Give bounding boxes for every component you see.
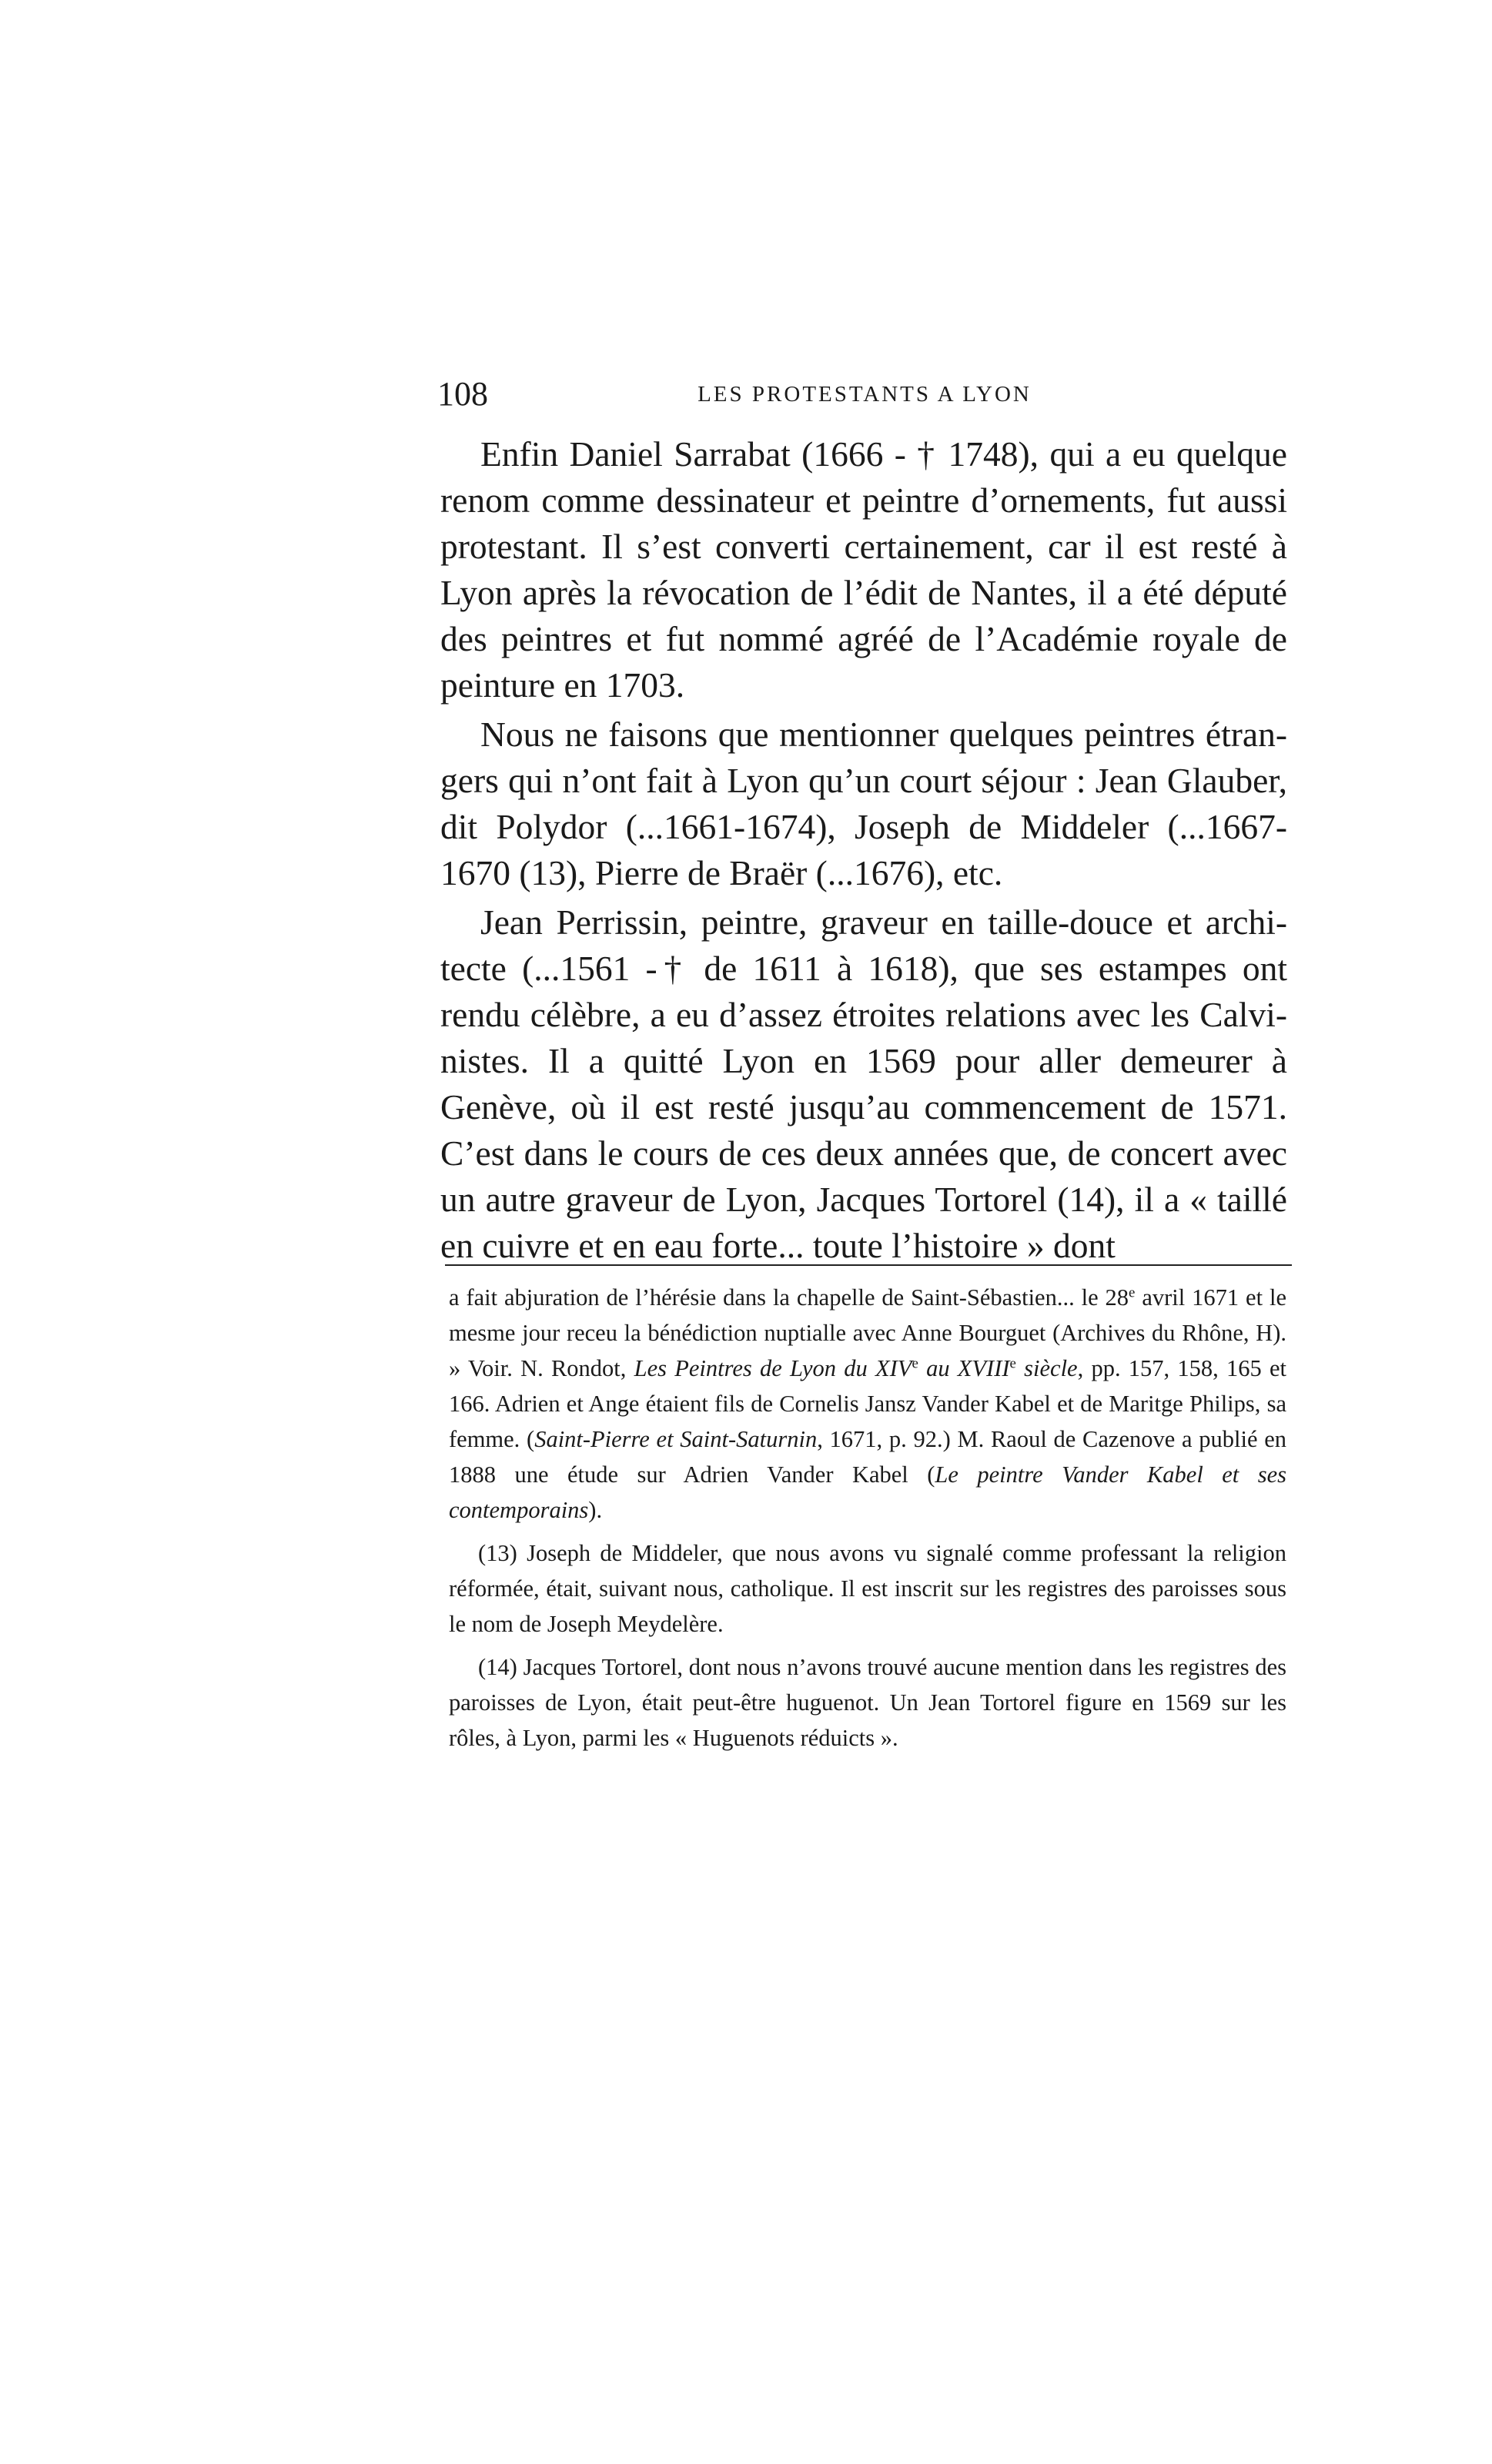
fn-study-title: Le peintre Vander Kabel et ses contemporains [449, 1461, 1286, 1523]
fn-superscript: e [912, 1355, 918, 1372]
footnote-continuation [449, 1280, 1286, 1528]
page-number: 108 [437, 375, 488, 413]
page-header [437, 371, 1292, 417]
fn-superscript: e [1129, 1284, 1136, 1301]
fn-book-title: Les Peintres de Lyon du XIV [634, 1355, 912, 1381]
fn-text: ). [588, 1497, 603, 1523]
paragraph-perrissin: Jean Perrissin, peintre, graveur en taille-douce et architecte (...1561 -† de 1611 à 1618), que ses estampes ont rendu célèbre, a eu d’assez étroites relations avec les Calvinistes. Il a quitté Lyon en 1569 pour aller demeurer à Genève, où il est resté jusqu’au commencement de 1571. C’est dans le cours de ces deux années que, de concert avec un autre graveur de Lyon, Jacques Tortorel (14), il a « taillé en cuivre et en eau forte... toute l’histoire » dont [440, 902, 1287, 1265]
footnote-13: (13) Joseph de Middeler, que nous avons vu signalé comme professant la religion réformée, était, suivant nous, catholique. Il est inscrit sur les registres des paroisses sous le nom de Joseph Meydelère. [449, 1540, 1286, 1637]
fn-book-title: siècle [1015, 1355, 1078, 1381]
fn-text: , pp. 157, 158, 165 et 166. Adrien et Ange étaient fils de Cornelis Jansz Vander Kabel et de Maritge Philips, sa femme. ( [449, 1355, 1286, 1452]
footnote-divider [445, 1264, 1292, 1266]
paragraph-sarrabat: Enfin Daniel Sarrabat (1666 - † 1748), qui a eu quelque renom comme dessinateur et peintre d’ornements, fut aussi protestant. Il s’est converti certainement, car il est resté à Lyon après la révocation de l’édit de Nantes, il a été député des peintres et fut nommé agréé de l’Académie royale de peinture en 1703. [440, 434, 1287, 705]
paragraph-foreign-painters: Nous ne faisons que mentionner quelques peintres étrangers qui n’ont fait à Lyon qu’un court séjour : Jean Glauber, dit Polydor (...1661-1674), Joseph de Middeler (...1667-1670 (13), Pierre de Braër (...1676), etc. [440, 715, 1287, 892]
running-title: LES PROTESTANTS A LYON [697, 382, 1032, 407]
footnote-14: (14) Jacques Tortorel, dont nous n’avons trouvé aucune mention dans les registres des paroisses de Lyon, était peut-être huguenot. Un Jean Tortorel figure en 1569 sur les rôles, à Lyon, parmi les « Huguenots réduicts ». [449, 1654, 1286, 1751]
footnotes [449, 1280, 1286, 1763]
fn-text: , 1671, p. 92.) M. Raoul de Cazenove a publié en 1888 une étude sur Adrien Vander Kabel ( [449, 1426, 1286, 1488]
fn-text: avril 1671 et le mesme jour receu la bénédiction nuptialle avec Anne Bourguet (Archives du Rhône, H). » Voir. N. Rondot, [449, 1284, 1286, 1381]
main-text [440, 431, 1287, 1272]
fn-text: a fait abjuration de l’hérésie dans la chapelle de Saint-Sébastien... le 28 [449, 1284, 1129, 1311]
fn-source-title: Saint-Pierre et Saint-Saturnin [534, 1426, 818, 1452]
fn-book-title: au XVIII [918, 1355, 1010, 1381]
fn-superscript: e [1009, 1355, 1016, 1372]
